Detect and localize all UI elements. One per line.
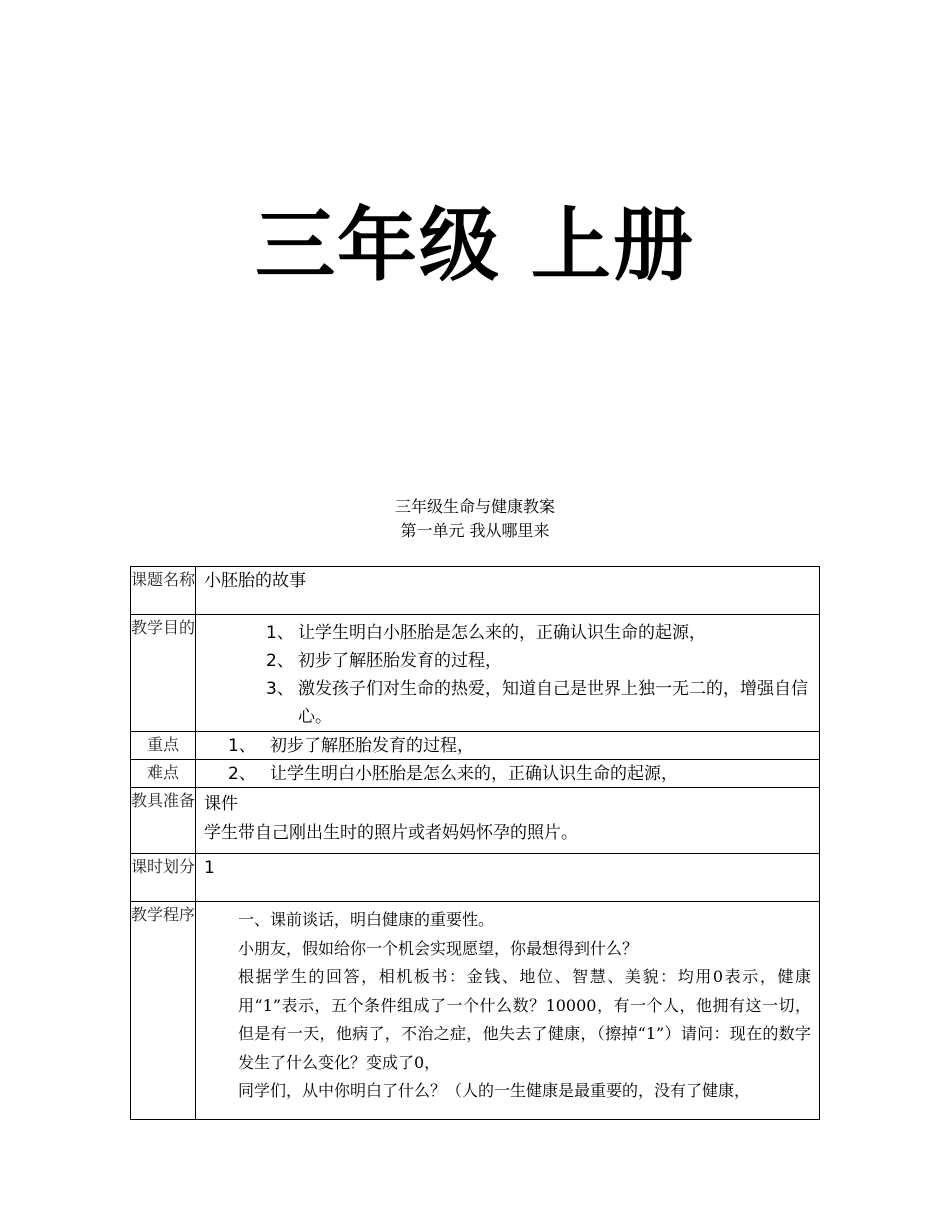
tools-value — [196, 788, 820, 854]
row-label-tools: 教具准备 — [131, 788, 196, 854]
row-label-difficult: 难点 — [131, 760, 196, 788]
cover-title: 三年级 上册 — [255, 199, 695, 292]
row-label-topic: 课题名称 — [131, 567, 196, 615]
paragraph: 同学们，从中你明白了什么？（人的一生健康是最重要的，没有了健康， — [238, 1081, 751, 1100]
row-label-procedure: 教学程序 — [131, 902, 196, 1120]
list-item: 3、 激发孩子们对生命的热爱，知道自己是世界上独一无二的，增强自信心。 — [266, 679, 808, 727]
lesson-plan-table — [130, 566, 820, 1120]
row-label-key: 重点 — [131, 732, 196, 760]
paragraph: 小朋友，假如给你一个机会实现愿望，你最想得到什么？ — [238, 938, 639, 958]
paragraph: 根据学生的回答，相机板书：金钱、地位、智慧、美貌：均用0表示，健康用“1”表示，五个条件组成了一个什么数？10000，有一个人，他拥有这一切，但是有一天，他病了，不治之症，他失去了健康，（擦掉“1”）请问：现在的数字发生了什么变化？变成了0， — [238, 967, 811, 1072]
document-title: 三年级生命与健康教案 — [394, 497, 555, 516]
table-row — [131, 902, 820, 1120]
tools-line: 学生带自己刚出生时的照片或者妈妈怀孕的照片。 — [204, 823, 578, 843]
row-label-goals: 教学目的 — [131, 615, 196, 732]
paragraph: 一、课前谈话，明白健康的重要性。 — [238, 910, 495, 929]
table-row — [131, 732, 820, 760]
table-row — [131, 615, 820, 732]
key-point-value: 1、 初步了解胚胎发育的过程， — [196, 732, 820, 760]
unit-title: 第一单元 我从哪里来 — [400, 521, 550, 540]
row-label-hours: 课时划分 — [131, 854, 196, 902]
topic-value: 小胚胎的故事 — [196, 567, 820, 615]
difficult-point-value: 2、 让学生明白小胚胎是怎么来的，正确认识生命的起源， — [196, 760, 820, 788]
table-row — [131, 760, 820, 788]
table-row — [131, 788, 820, 854]
tools-line: 课件 — [204, 794, 238, 814]
procedure-text — [196, 902, 820, 1120]
table-row — [131, 567, 820, 615]
table-row — [131, 854, 820, 902]
list-item: 1、 让学生明白小胚胎是怎么来的，正确认识生命的起源， — [266, 623, 706, 643]
list-item: 2、 初步了解胚胎发育的过程， — [266, 651, 502, 671]
goals-list — [196, 615, 820, 732]
hours-value: 1 — [196, 854, 820, 902]
